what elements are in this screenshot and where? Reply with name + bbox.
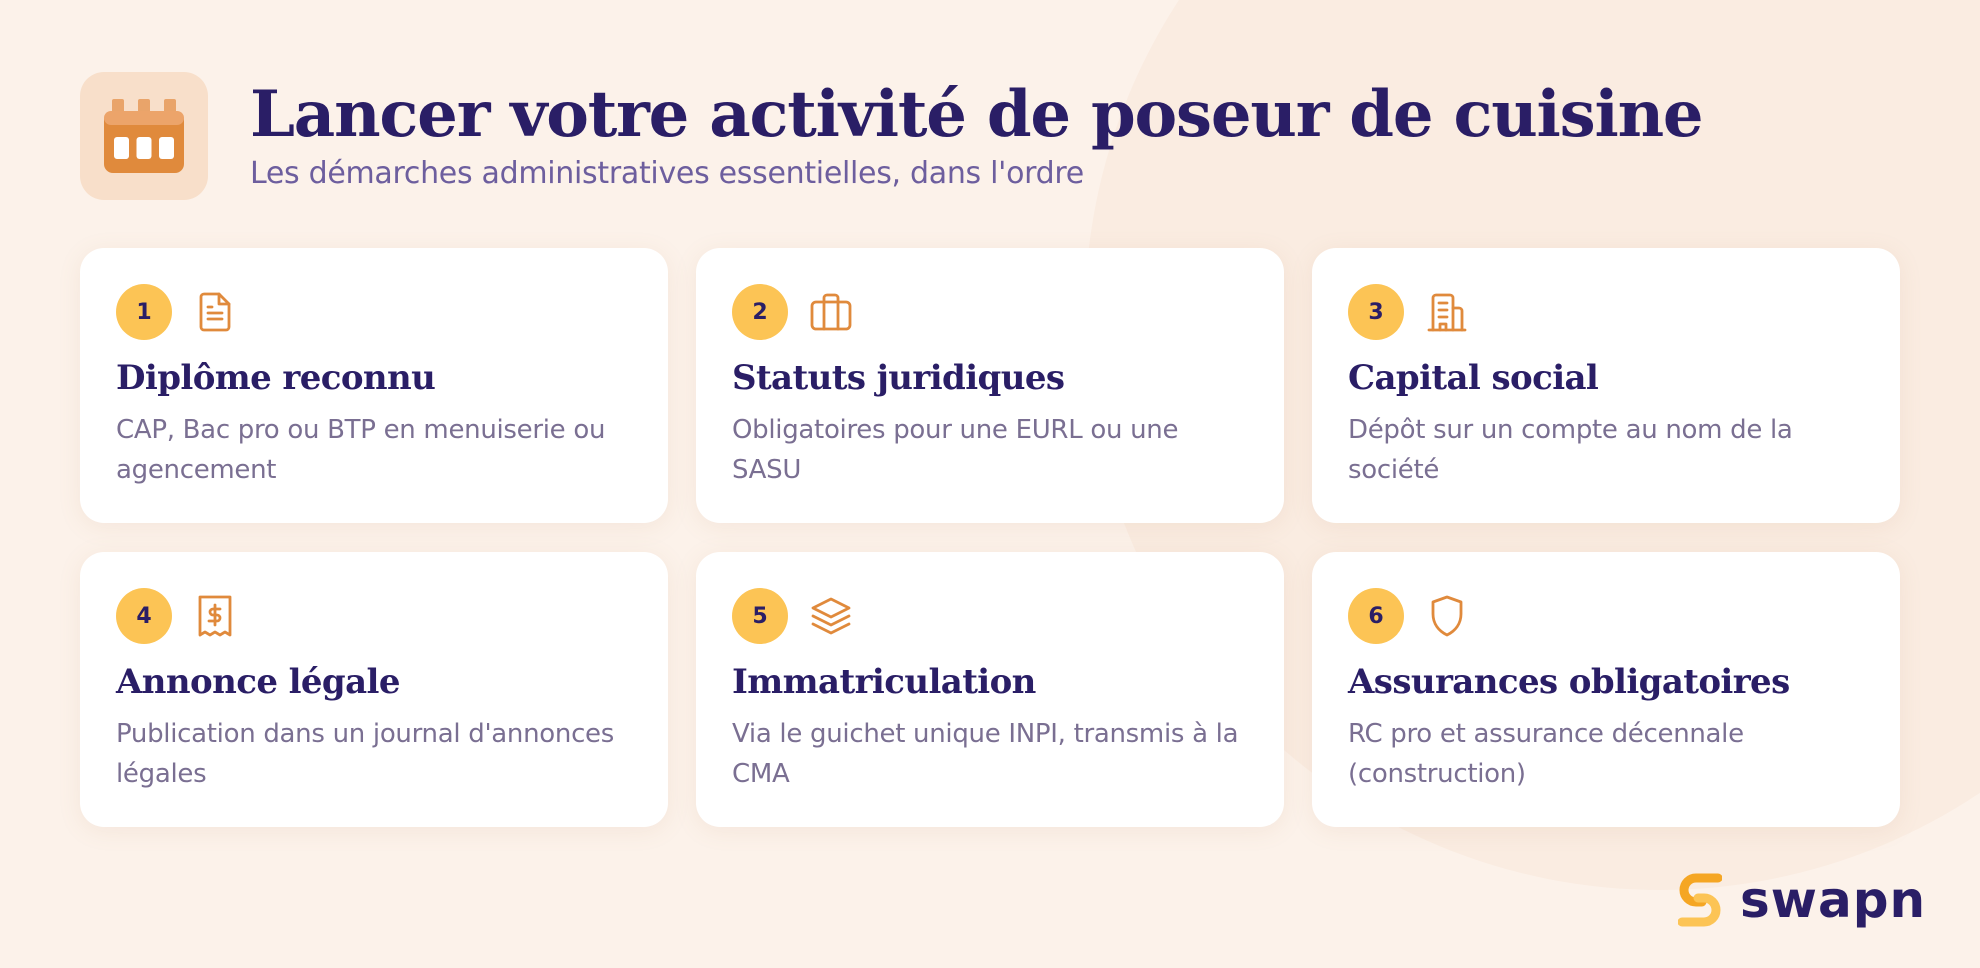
page-subtitle: Les démarches administratives essentielles, dans l'ordre [250, 156, 1084, 192]
step-description: Obligatoires pour une EURL ou une SASU [732, 415, 1179, 485]
step-title: Statuts juridiques [732, 358, 1065, 398]
step-card-6 [1312, 552, 1900, 827]
step-description: CAP, Bac pro ou BTP en menuiserie ou agencement [116, 415, 606, 485]
step-title: Diplôme reconnu [116, 358, 436, 398]
step-card-2 [696, 248, 1284, 523]
step-card-3 [1312, 248, 1900, 523]
step-description: Dépôt sur un compte au nom de la société [1348, 415, 1793, 485]
step-title: Immatriculation [732, 662, 1036, 702]
step-number-badge: 4 [116, 588, 172, 644]
calendar-building-icon [80, 72, 208, 200]
step-number-badge: 1 [116, 284, 172, 340]
step-card-1 [80, 248, 668, 523]
layers-icon [810, 595, 852, 637]
step-card-5 [696, 552, 1284, 827]
step-description: Publication dans un journal d'annonces légales [116, 719, 614, 789]
step-description: RC pro et assurance décennale (construction) [1348, 719, 1744, 789]
swapn-logo [1678, 872, 1926, 928]
step-description: Via le guichet unique INPI, transmis à la CMA [732, 719, 1239, 789]
building-icon [1426, 291, 1468, 333]
document-icon [194, 291, 236, 333]
step-number-badge: 6 [1348, 588, 1404, 644]
step-title: Assurances obligatoires [1348, 662, 1790, 702]
step-card-4 [80, 552, 668, 827]
step-number-badge: 5 [732, 588, 788, 644]
swapn-logo-icon [1678, 872, 1722, 928]
step-title: Capital social [1348, 358, 1599, 398]
shield-icon [1426, 595, 1468, 637]
step-number-badge: 2 [732, 284, 788, 340]
step-title: Annonce légale [116, 662, 400, 702]
receipt-icon [194, 595, 236, 637]
page-title: Lancer votre activité de poseur de cuisine [250, 76, 1703, 152]
step-number-badge: 3 [1348, 284, 1404, 340]
briefcase-icon [810, 291, 852, 333]
page-header [80, 72, 1702, 200]
logo-text: swapn [1740, 871, 1927, 929]
